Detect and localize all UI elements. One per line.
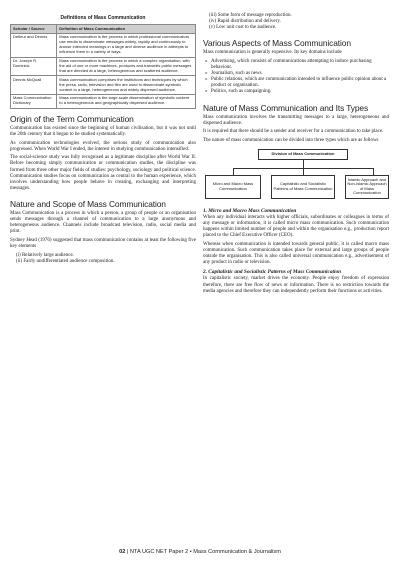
table-row — [11, 33, 196, 57]
table-row — [11, 76, 196, 95]
paragraph: Mass communication involves the transmitting messages to a large, heterogeneous and dispersed audience. — [203, 114, 389, 126]
paragraph: It is required that there should be a sender and receiver for a communication to take place. — [203, 129, 384, 135]
bullet-icon: » — [205, 71, 208, 77]
elements-list-continued — [203, 13, 389, 31]
paragraph: The social-science study was fully recognised as a legitimate discipline after World War II. Before becoming simply communication or communication studies, the discipline was formed from three other major fields of studies: psychology, sociology and political science. Communication studies focus on communication as central to the human experience, which involves understanding how people behave in creating, exchanging and interpreting messages. — [10, 155, 196, 191]
elements-list — [10, 253, 196, 265]
table-cell-definition: Mass communication is the process in which a complex organisation, with the aid of one or more machines, produces and transmits public messages that are directed at a large, heterogeneous and scattered audience. — [57, 57, 196, 76]
list-item: (iii) Some form of message reproduction. — [209, 13, 292, 18]
subsection-heading-capitalistic: 2. Capitalistic and Socialistic Patterns of Mass Communication — [203, 269, 342, 276]
table-cell-definition: Mass communication is the process in which professional communicators use media to disseminate messages widely, rapidly and continuously to arouse intended meanings in a large and diverse audience in attempts to influence them in a variety of ways. — [57, 33, 196, 57]
list-item-text: Politics, such as campaigning. — [211, 89, 272, 95]
list-item: (v) Low unit cost to the audience. — [209, 25, 277, 31]
table-row — [11, 94, 196, 108]
table-cell-definition: Mass communication comprises the institutions and techniques by which the press, radio, television and film are used to disseminate symbolic content to a large, heterogeneous and widely dispersed audience. — [57, 76, 196, 95]
table-row — [11, 57, 196, 76]
table-header-row — [11, 25, 196, 34]
diagram-connector — [303, 168, 304, 175]
list-item-text: Journalism, such as news. — [211, 71, 263, 77]
paragraph: The nature of mass communication can be divided into three types which are as follows — [203, 138, 379, 143]
paragraph: Sydney Head (1976) suggested that mass communication contains at least the following five key elements — [10, 237, 196, 249]
footer-text: NTA UGC NET Paper 2 • Mass Communication & Journalism — [129, 549, 281, 555]
aspects-list — [203, 59, 389, 96]
right-column — [203, 13, 389, 297]
table-cell-source: Dr. Joseph R. Dominick — [11, 57, 57, 76]
list-item — [203, 59, 389, 71]
diagram-root-box: Division of Mass Communication — [258, 149, 348, 160]
table-cell-source: Dennis McQuail — [11, 76, 57, 95]
footer-separator: | — [126, 549, 130, 555]
list-item-text: Advertising, which consists of communications attempting to induce purchasing behaviour. — [211, 58, 372, 71]
section-heading-aspects: Various Aspects of Mass Communication — [203, 38, 351, 49]
table-header-cell: Scholar / Source — [11, 25, 57, 34]
bullet-icon: » — [205, 77, 208, 83]
table-cell-source: Defleur and Dennis — [11, 33, 57, 57]
list-item: (iv) Rapid distribution and delivery. — [209, 19, 281, 25]
subsection-heading-micro-macro: 1. Micro and Macro Mass Communication — [203, 207, 297, 214]
division-diagram — [203, 147, 389, 205]
list-item: (ii) Fairly undifferentiated audience composition. — [16, 258, 115, 264]
list-item-text: Public relations, which are communication intended to influence public opinion about a product or organisation. — [211, 77, 387, 89]
table-cell-source: Mass Communication Dictionary — [11, 94, 57, 108]
section-heading-types: Nature of Mass Communication and Its Types — [203, 102, 369, 113]
diagram-connector — [233, 168, 234, 175]
section-heading-origin: Origin of the Term Communication — [10, 113, 134, 124]
list-item: (i) Relatively large audience. — [16, 252, 74, 258]
table-cell-definition: Mass communication is the large-scale dissemination of symbolic content to a heterogeneous and geographically dispersed audience. — [57, 94, 196, 108]
diagram-connector — [373, 168, 374, 175]
table-title: Definitions of Mass Communication — [60, 15, 146, 21]
definitions-table — [10, 24, 196, 109]
left-column — [10, 13, 196, 267]
list-item — [203, 77, 389, 89]
paragraph: Communication has existed since the beginning of human civilisation, but it was not until the 20th century that it began to be studied systematically. — [10, 125, 196, 137]
page-number: 02 — [119, 549, 126, 555]
diagram-child-box: Capitalistic and Socialistic Patterns of Mass Communication — [271, 175, 335, 199]
section-heading-nature: Nature and Scope of Mass Communication — [10, 198, 166, 209]
bullet-icon: » — [205, 58, 208, 64]
paragraph: Mass communication is generally expensive. Its key domains include — [203, 50, 342, 56]
paragraph: Whereas when communication is intended towards general public, it is called macro mass communication. Such communication takes place for external and large groups of people outside the organisation. This is also called universal communication e.g., advertisement of any product in radio or television. — [203, 241, 389, 266]
page-footer — [0, 549, 400, 555]
list-item — [203, 89, 389, 95]
bullet-icon: » — [205, 89, 208, 95]
diagram-connector — [303, 160, 304, 168]
paragraph: When any individual interacts with higher officials, subordinates or colleagues in terms of any message or information, it is called micro mass communication. Such communication happens within limited number of people and within the organisation e.g., production report placed to the Chief Executive Officer (CEO). — [203, 214, 389, 239]
table-header-cell: Definition of Mass Communication — [57, 25, 196, 34]
diagram-child-box: Micro and Macro Mass Communication — [205, 175, 261, 199]
diagram-child-box: Islamic Approach and Non-Islamic Approach of Mass Communication — [345, 175, 389, 199]
paragraph: Mass Communication is a process in which a person, a group of people or an organisation sends messages through a channel of communication to a large anonymous and heterogeneous audience. Channels include broadcast television, radio, social media and print. — [10, 210, 196, 235]
paragraph: In capitalistic society, market drives the economy. People enjoy freedom of expression therefore, there are free flow of news or information. There is no restriction towards the media agencies and therefore they can independently perform their functions or activities. — [203, 276, 389, 294]
paragraph: As communication technologies evolved, the serious study of communication also progressed. When World War I ended, the interest in studying communication intensified. — [10, 140, 196, 152]
